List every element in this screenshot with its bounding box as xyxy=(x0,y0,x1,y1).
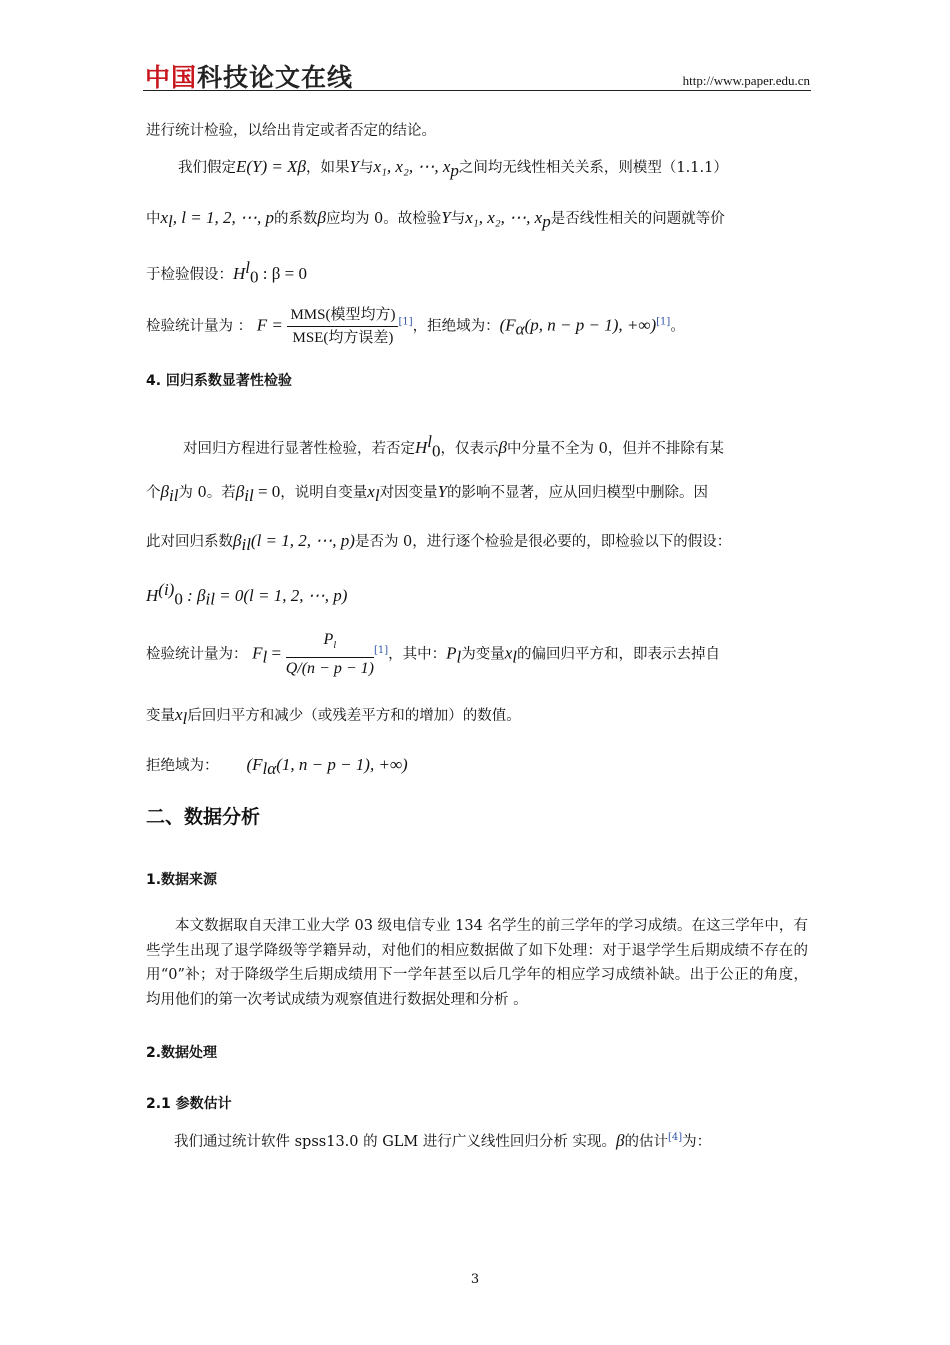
section-2-2-heading: 2.数据处理 xyxy=(146,1045,218,1061)
section-2-2-1-heading: 2.1 参数估计 xyxy=(146,1096,232,1112)
section-2-1-heading: 1.数据来源 xyxy=(146,872,218,888)
text-line-2: 我们假定E(Y) = Xβ，如果Y与x₁, x₂, ⋯, $x_p$之间均无线性相关关系，则模型（1.1.1） xyxy=(178,157,728,180)
page-number: 3 xyxy=(470,1272,480,1287)
header-rule xyxy=(143,90,811,91)
text-line-p2: 个$\beta_{il}$为 0。若$\beta_{il} = 0$，说明自变量$x_l$对因变量Y的影响不显著，应从回归模型中删除。因 xyxy=(146,482,709,505)
rejection-region: 拒绝域为： ($F_{l\alpha}(1$, n − p − 1), +∞) xyxy=(146,755,408,778)
section-2-heading: 二、数据分析 xyxy=(146,806,261,828)
f-fraction: $\frac{\text{MMS(模型均方)}}{\text{MSE(均方误差)}}$ xyxy=(287,305,398,348)
f-statistic-line: 检验统计量为 ： F = $\frac{\text{MMS(模型均方)}}{\text{MSE(均方误差)}}$ [1]，拒绝域为：($F_\alpha(p$, n − p − 1), +∞)[1]。 xyxy=(146,307,685,346)
text-line-p1: 对回归方程进行显著性检验，若否定$H^l_0$，仅表示β中分量不全为 0，但并不排除有某 xyxy=(183,432,724,461)
text-line-last: 我们通过统计软件 spss13.0 的 GLM 进行广义线性回归分析 实现。β的估计[4]为： xyxy=(174,1130,712,1150)
journal-logo: 中国科技论文在线 xyxy=(145,63,354,92)
data-source-paragraph: 本文数据取自天津工业大学 03 级电信专业 134 名学生的前三学年的学习成绩。在这三学年中，有些学生出现了退学降级等学籍异动，对他们的相应数据做了如下处理：对于退学学生后期成绩不存在的用“0”补；对于降级学生后期成绩用下一学年甚至以后几学年的相应学习成绩补缺。出于公正的角度，均用他们的第一次考试成绩为观察值进行数据处理和分析 。 xyxy=(146,918,808,1008)
text-line-st2: 变量$x_l$后回归平方和减少（或残差平方和的增加）的数值。 xyxy=(146,705,521,728)
text-line-p3: 此对回归系数$\beta_{il}(l = 1$, 2, ⋯, p)是否为 0，进行逐个检验是很必要的，即检验以下的假设： xyxy=(146,531,732,554)
text-line-4: 于检验假设：$H^l_0$ : β = 0 xyxy=(146,258,307,287)
fl-statistic-line: 检验统计量为： $F_l$ = $\frac{P_l}{Q/(n - p - 1)}$ [1]，其中：$P_l$为变量$x_l$的偏回归平方和，即表示去掉自 xyxy=(146,631,721,678)
fl-fraction: $\frac{P_l}{Q/(n - p - 1)}$ xyxy=(285,631,374,678)
hypothesis-formula: $H^{(i)}_0$ : $\beta_{il} = 0(l = 1$, 2, ⋯, p) xyxy=(146,580,348,609)
header-url[interactable]: http://www.paper.edu.cn xyxy=(682,73,810,88)
section-4-heading: 4. 回归系数显著性检验 xyxy=(146,373,292,389)
text-line-1: 进行统计检验，以给出肯定或者否定的结论。 xyxy=(146,123,436,139)
text-line-3: 中$x_l$, l = 1, 2, ⋯, p的系数β应均为 0。故检验Y与x₁, x₂, ⋯, $x_p$是否线性相关的问题就等价 xyxy=(146,208,725,231)
